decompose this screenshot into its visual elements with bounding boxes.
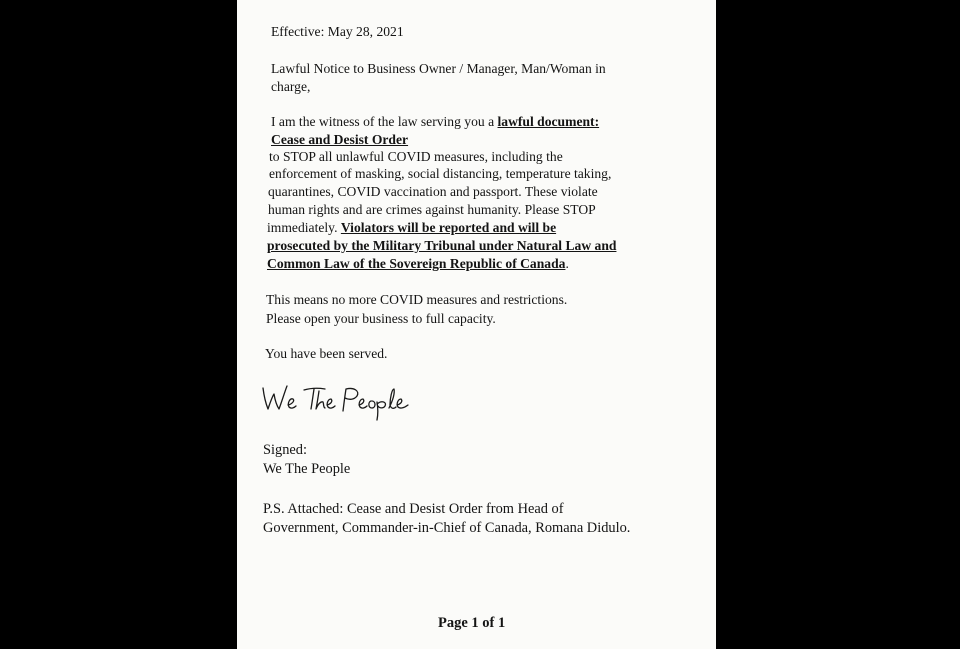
- cease-desist-heading: Cease and Desist Order: [271, 132, 409, 147]
- letter-page: [237, 0, 716, 649]
- page-number: Page 1 of 1: [438, 615, 506, 631]
- signed-name: We The People: [263, 461, 351, 477]
- served-notice: You have been served.: [265, 346, 388, 361]
- para1-line-3: to STOP all unlawful COVID measures, including the: [269, 149, 563, 164]
- para2-line-2: Please open your business to full capacity.: [266, 311, 496, 326]
- lawful-document-emphasis: lawful document:: [497, 114, 600, 129]
- tribunal-warning: prosecuted by the Military Tribunal under Natural Law and: [267, 238, 617, 253]
- para1-line-9: [267, 256, 569, 272]
- signed-label: Signed:: [263, 442, 307, 458]
- para1-line-5: quarantines, COVID vaccination and passport. These violate: [268, 184, 598, 199]
- salutation-line-2: charge,: [271, 79, 311, 94]
- sovereign-republic-phrase: Common Law of the Sovereign Republic of Canada: [267, 256, 566, 271]
- handwritten-signature: [261, 378, 421, 422]
- para1-line-7: [267, 220, 556, 236]
- para1-line-7-text: immediately.: [267, 220, 341, 235]
- para1-line-9-end: .: [565, 256, 569, 271]
- ps-line-2: Government, Commander-in-Chief of Canada, Romana Didulo.: [263, 520, 631, 536]
- para1-line-1: [271, 114, 599, 130]
- effective-date: Effective: May 28, 2021: [271, 24, 404, 39]
- para1-line-6: human rights and are crimes against humanity. Please STOP: [268, 202, 596, 217]
- violators-warning: Violators will be reported and will be: [340, 220, 557, 235]
- para2-line-1: This means no more COVID measures and restrictions.: [266, 292, 568, 307]
- para1-line-1-text: I am the witness of the law serving you a: [271, 114, 498, 129]
- salutation-line-1: Lawful Notice to Business Owner / Manager, Man/Woman in: [271, 61, 606, 76]
- ps-line-1: P.S. Attached: Cease and Desist Order from Head of: [263, 501, 564, 517]
- para1-line-4: enforcement of masking, social distancing, temperature taking,: [269, 166, 612, 181]
